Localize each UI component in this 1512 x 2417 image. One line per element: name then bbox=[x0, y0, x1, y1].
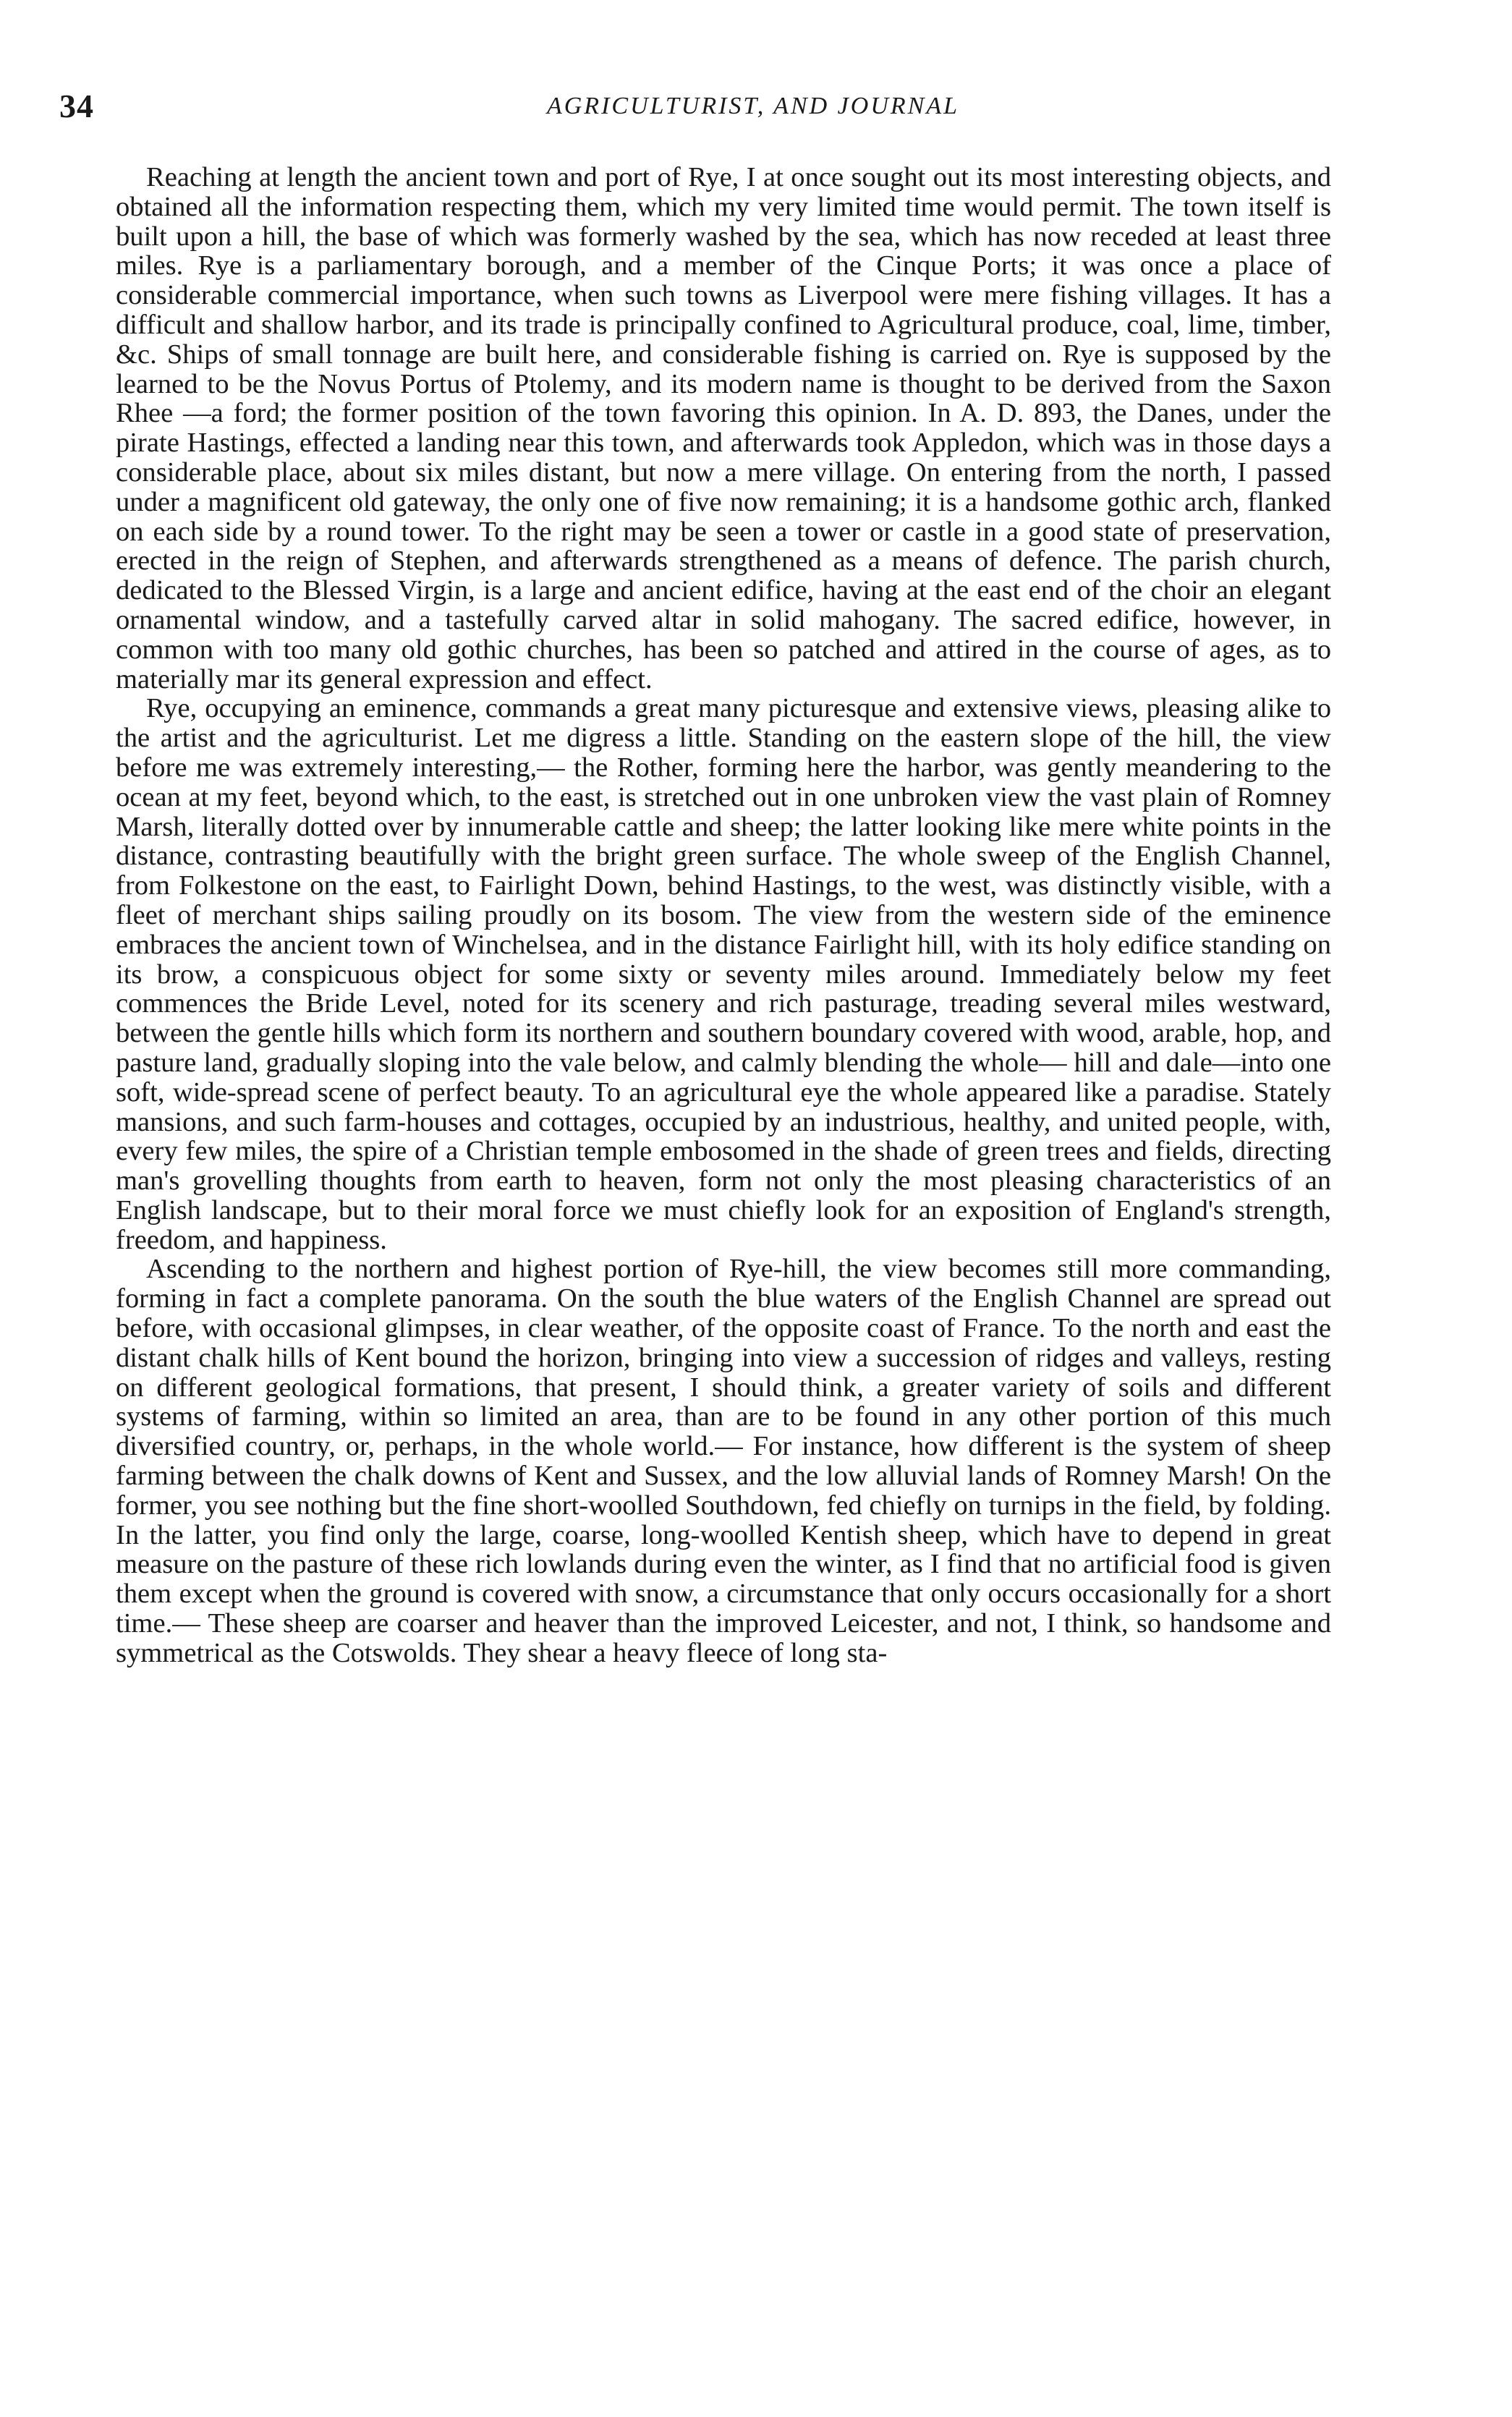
page-number: 34 bbox=[59, 88, 94, 124]
article-body bbox=[116, 163, 1331, 1668]
paragraph-rye-town: Reaching at length the ancient town and port of Rye, I at once sought out its most interesting objects, and obtained all the information respecting them, which my very limited time would permit. The town itself is built upon a hill, the base of which was formerly washed by the sea, which has now receded at least three miles. Rye is a parliamentary borough, and a member of the Cinque Ports; it was once a place of considerable commercial importance, when such towns as Liverpool were mere fishing villages. It has a difficult and shallow harbor, and its trade is principally confined to Agricultural produce, coal, lime, timber, &c. Ships of small tonnage are built here, and considerable fishing is carried on. Rye is supposed by the learned to be the Novus Portus of Ptolemy, and its modern name is thought to be derived from the Saxon Rhee —a ford; the former position of the town favoring this opinion. In A. D. 893, the Danes, under the pirate Hastings, effected a landing near this town, and afterwards took Appledon, which was in those days a considerable place, about six miles distant, but now a mere village. On entering from the north, I passed under a magnificent old gateway, the only one of five now remaining; it is a handsome gothic arch, flanked on each side by a round tower. To the right may be seen a tower or castle in a good state of preservation, erected in the reign of Stephen, and afterwards strengthened as a means of defence. The parish church, dedicated to the Blessed Virgin, is a large and ancient edifice, having at the east end of the choir an elegant ornamental window, and a tastefully carved altar in solid mahogany. The sacred edifice, however, in common with too many old gothic churches, has been so patched and attired in the course of ages, as to materially mar its general expression and effect. bbox=[116, 162, 1331, 694]
paragraph-rye-hill-panorama: Ascending to the northern and highest portion of Rye-hill, the view becomes still more commanding, forming in fact a complete panorama. On the south the blue waters of the English Channel are spread out before, with occasional glimpses, in clear weather, of the opposite coast of France. To the north and east the distant chalk hills of Kent bound the horizon, bringing into view a succession of ridges and valleys, resting on different geological formations, that present, I should think, a greater variety of soils and different systems of farming, within so limited an area, than are to be found in any other portion of this much diversified country, or, perhaps, in the whole world.— For instance, how different is the system of sheep farming between the chalk downs of Kent and Sussex, and the low alluvial lands of Romney Marsh! On the former, you see nothing but the fine short-woolled Southdown, fed chiefly on turnips in the field, by folding. In the latter, you find only the large, coarse, long-woolled Kentish sheep, which have to depend in great measure on the pasture of these rich lowlands during even the winter, as I find that no artificial food is given them except when the ground is covered with snow, a circumstance that only occurs occasionally for a short time.— These sheep are coarser and heaver than the improved Leicester, and not, I think, so handsome and symmetrical as the Cotswolds. They shear a heavy fleece of long sta- bbox=[116, 1254, 1331, 1668]
paragraph-rye-views: Rye, occupying an eminence, commands a great many picturesque and extensive views, pleasing alike to the artist and the agriculturist. Let me digress a little. Standing on the eastern slope of the hill, the view before me was extremely interesting,— the Rother, forming here the harbor, was gently meandering to the ocean at my feet, beyond which, to the east, is stretched out in one unbroken view the vast plain of Romney Marsh, literally dotted over by innumerable cattle and sheep; the latter looking like mere white points in the distance, contrasting beautifully with the bright green surface. The whole sweep of the English Channel, from Folkestone on the east, to Fairlight Down, behind Hastings, to the west, was distinctly visible, with a fleet of merchant ships sailing proudly on its bosom. The view from the western side of the eminence embraces the ancient town of Winchelsea, and in the distance Fairlight hill, with its holy edifice standing on its brow, a conspicuous object for some sixty or seventy miles around. Immediately below my feet commences the Bride Level, noted for its scenery and rich pasturage, treading several miles westward, between the gentle hills which form its northern and southern boundary covered with wood, arable, hop, and pasture land, gradually sloping into the vale below, and calmly blending the whole— hill and dale—into one soft, wide-spread scene of perfect beauty. To an agricultural eye the whole appeared like a paradise. Stately mansions, and such farm-houses and cottages, occupied by an industrious, healthy, and united people, with, every few miles, the spire of a Christian temple embosomed in the shade of green trees and fields, directing man's grovelling thoughts from earth to heaven, form not only the most pleasing characteristics of an English landscape, but to their moral force we must chiefly look for an exposition of England's strength, freedom, and happiness. bbox=[116, 693, 1331, 1255]
running-head: AGRICULTURIST, AND JOURNAL bbox=[546, 93, 960, 119]
page-header bbox=[59, 87, 1425, 130]
